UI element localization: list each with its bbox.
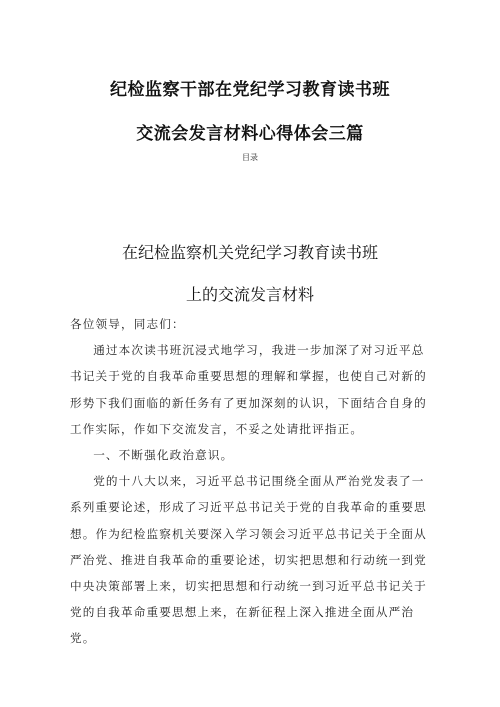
- section-title-line-1: 在纪检监察机关党纪学习教育读书班: [121, 243, 378, 262]
- paragraph-intro: 通过本次读书班沉浸式地学习，我进一步加深了对习近平总书记关于党的自我革命重要思想的理解和掌握，也使自己对新的形势下我们面临的新任务有了更加深刻的认识，下面结合自身的工作实际，作如下交流发言，不妥之处请批评指正。: [70, 343, 427, 436]
- document-title-line-1: 纪检监察干部在党纪学习教育读书班: [110, 80, 390, 100]
- salutation: 各位领导，同志们：: [70, 317, 185, 331]
- document-title-line-2: 交流会发言材料心得体会三篇: [136, 124, 364, 144]
- paragraph-body: 党的十八大以来，习近平总书记围绕全面从严治党发表了一系列重要论述，形成了习近平总书记关于党的自我革命的重要思想。作为纪检监察机关要深入学习领会习近平总书记关于全面从严治党、推进自我革命的重要论述，切实把思想和行动统一到党中央决策部署上来，切实把思想和行动统一到习近平总书记关于党的自我革命重要思想上来，在新征程上深入推进全面从严治党。: [70, 474, 427, 646]
- section-title-line-2: 上的交流发言材料: [185, 285, 314, 304]
- body-text: [70, 311, 432, 652]
- section-heading-1: 一、不断强化政治意识。: [93, 448, 234, 463]
- toc-label: 目录: [242, 153, 258, 162]
